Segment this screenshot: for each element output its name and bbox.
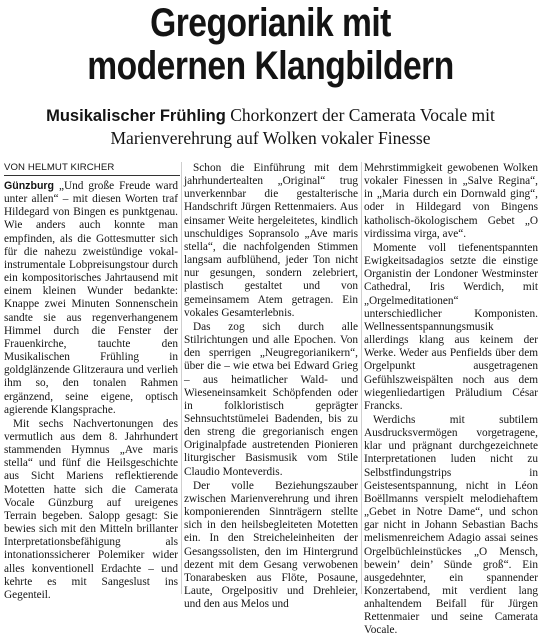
column-divider — [181, 162, 182, 594]
dateline: Günzburg — [4, 180, 55, 192]
article-column-3 — [364, 162, 538, 638]
paragraph: Schon die Einführung mit dem jahrhundertealten „Original“ trug unverkennbar die gestalterische Handschrift Jürgen Rettenmaiers. Aus einsamer Weite hergeleitetes, kindlich unschuldiges Sopransolo „Ave maris stella“, die nachfolgenden Stimmen langsam aufblühend, jeder Ton nicht nur gesungen, sondern zelebriert, plastisch gestaltet und von gemeinsamem Atem getragen. Ein vokales Gesamterlebnis. — [184, 162, 358, 319]
subheadline-text: Chorkonzert der Camerata Vocale mit Marienverehrung auf Wolken vokaler Finesse — [110, 105, 495, 148]
article-column-2 — [184, 162, 358, 611]
paragraph-text: „Und große Freude ward unter allen“ – mit diesen Worten traf Hildegard von Bingen es punktgenau. Wie anders auch konnte man empfinden, als die Gottesmutter sich für die nahezu zweistündige vokal-instrumentale Lobpreisungstour durch ein kompositorisches Jahrtausend mit einem kleinen Wunder bedankte: Knappe zwei Minuten Sonnenschein sandte sie aus regenverhangenem Himmel durch die Fenster der Frauenkirche, tauchte den Musikalischen Frühling in goldglänzende Glitzeraura und verlieh ihm so, den tonalen Rahmen ergänzend, seine eigene, optisch agierende Klangsprache. — [4, 180, 178, 416]
paragraph: Mit sechs Nachvertonungen des vermutlich aus dem 8. Jahrhundert stammenden Hymnus „Ave maris stella“ und fünf die Heilsgeschichte aus Sicht Mariens reflektierende Motetten hatte sich die Camerata Vocale Günzburg auf ureigenes Terrain begeben. Salopp gesagt: Sie bewies sich mit den Mitteln brillanter Interpretationsbefähigung als intonationssicherer Polemiker wider alles konventionell Erdachte – und kehrte es mit Sangeslust ins Gegenteil. — [4, 417, 178, 601]
subheadline-lead: Musikalischer Frühling — [46, 107, 226, 125]
column-divider — [361, 162, 362, 594]
paragraph: Der volle Beziehungszauber zwischen Marienverehrung und ihren komponierenden Sinnträgern stellte sich in den heilsbegleiteten Motetten ein. In den Streicheleinheiten der Gesangssolisten, den im Hintergrund dezent mit dem Gesang verwobenen Tonarabesken aus Flöte, Posaune, Laute, Orgelpositiv und Drehleier, und den aus Melos und — [184, 479, 358, 611]
article-column-1 — [4, 180, 178, 602]
paragraph: Werdichs mit subtilem Ausdrucksvermögen vorgetragene, klar und prägnant durchgezeichnete Interpretationen luden nicht zu Selbstfindungstrips in Geistesentspannung, nicht in Léon Boëllmanns verspielt melodiehaftem „Gebet in Notre Dame“, und schon gar nicht in Johann Sebastian Bachs melismenreichem Adagio assai seines Orgelbüchleinstückes „O Mensch, bewein’ dein’ Sünde groß“. Ein ausgedehnter, ein spannender Konzertabend, mit verdient lang anhaltendem Beifall für Jürgen Rettenmaier und seine Camerata Vocale. — [364, 413, 538, 637]
subheadline — [4, 104, 537, 149]
headline-line-1: Gregorianik mit — [150, 1, 391, 45]
paragraph — [4, 180, 178, 417]
byline: VON HELMUT KIRCHER — [4, 162, 180, 176]
paragraph: Mehrstimmigkeit gewobenen Wolken vokaler Finessen in „Salve Regina“, in „Maria durch ein Dornwald ging“, oder in Hildegard von Bingens katholisch-ökologischem Gebet „O virdissima virga, ave“. — [364, 162, 538, 240]
headline — [43, 2, 497, 88]
headline-line-2: modernen Klangbildern — [87, 44, 454, 88]
paragraph: Momente voll tiefenentspannten Ewigkeitsadagios setzte die einstige Organistin der Londoner Westminster Cathedral, Iris Werdich, mit „Orgelmeditationen“ unterschiedlicher Komponisten. Wellnessentspannungsmusik allerdings klang aus keinem der Werke. Weder aus Penfields über dem Orgelpunkt ausgetragenen Gefühlszweispälten noch aus dem wiegenliedartigen Präludium César Francks. — [364, 241, 538, 412]
paragraph: Das zog sich durch alle Stilrichtungen und alle Epochen. Von den sperrigen „Neugregorianikern“, über die – wie etwa bei Edward Grieg – aus heimatlicher Wald- und Wieseneinsamkeit Schöpfenden oder in folkloristisch geprägter Sehnsuchtstümelei Badenden, bis zu den streng die gregorianisch engen Originalpfade austretenden Pionieren liturgischer Basismusik vom Stile Claudio Monteverdis. — [184, 320, 358, 478]
